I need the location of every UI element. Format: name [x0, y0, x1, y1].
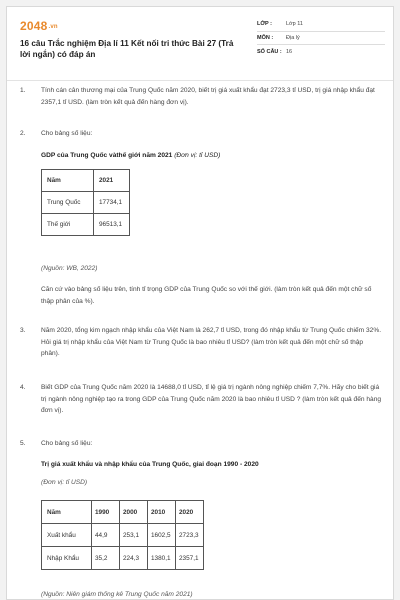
meta-row-subject [257, 32, 385, 46]
question-text: Tính cán cân thương mại của Trung Quốc năm 2020, biết trị giá xuất khẩu đạt 2723,3 tỉ USD, trị giá nhập khẩu đạt 2357,1 tỉ USD. (làm tròn kết quả đến hàng đơn vị). [41, 87, 375, 106]
table-header-cell: 2020 [176, 501, 204, 524]
question-2 [20, 128, 382, 140]
table-header-cell: 2000 [120, 501, 148, 524]
table-header-row [42, 501, 204, 524]
table-row [42, 214, 130, 236]
gdp-table [41, 169, 130, 236]
meta-row-class [257, 18, 385, 32]
header-divider [7, 80, 393, 81]
meta-value: Địa lý [286, 34, 300, 41]
table-cell: 35,2 [92, 547, 120, 570]
meta-value: 16 [286, 48, 293, 55]
question-number: 3. [20, 327, 26, 334]
meta-info [257, 18, 385, 59]
table-cell: 44,9 [92, 524, 120, 547]
table-cell: Thế giới [42, 214, 94, 236]
table-header-cell: 2021 [94, 170, 130, 192]
logo-text: 2048 [20, 19, 48, 33]
question-number: 4. [20, 384, 26, 391]
question-4 [20, 382, 382, 417]
table-unit: (Đơn vị: tỉ USD) [174, 152, 221, 159]
table-title: Trị giá xuất khẩu và nhập khẩu của Trung Quốc, giai đoạn 1990 - 2020 [41, 461, 259, 468]
table-cell: Trung Quốc [42, 192, 94, 214]
question-number: 1. [20, 87, 26, 94]
question-number: 5. [20, 440, 26, 447]
table-row [42, 524, 204, 547]
question-text: Năm 2020, tổng kim ngạch nhập khẩu của Việt Nam là 262,7 tỉ USD, trong đó nhập khẩu từ Trung Quốc chiếm 32%. Hỏi giá trị nhập khẩu của Việt Nam từ Trung Quốc là bao nhiêu tỉ USD? (làm tròn kết quả đến một chữ số thập phân). [41, 327, 382, 357]
site-logo[interactable] [20, 19, 58, 33]
table-source: (Nguồn: Niên giám thống kê Trung Quốc năm 2021) [41, 591, 193, 598]
question-5 [20, 438, 382, 450]
meta-row-count [257, 45, 385, 59]
table-cell: 1380,1 [148, 547, 176, 570]
table-cell: 2723,3 [176, 524, 204, 547]
question-number: 2. [20, 130, 26, 137]
document-title: 16 câu Trắc nghiệm Địa lí 11 Kết nối tri thức Bài 27 (Trả lời ngắn) có đáp án [20, 39, 234, 59]
table-header-cell: 1990 [92, 501, 120, 524]
table-title: GDP của Trung Quốc vàthế giới năm 2021 (Đơn vị: tỉ USD) [41, 152, 221, 159]
question-1 [20, 85, 382, 108]
table-cell: 1602,5 [148, 524, 176, 547]
logo-suffix: .vn [48, 23, 58, 30]
table-cell: Xuất khẩu [42, 524, 92, 547]
table-cell: 224,3 [120, 547, 148, 570]
document-header [7, 7, 393, 77]
table-cell: 17734,1 [94, 192, 130, 214]
question-3 [20, 325, 382, 360]
meta-key: LỚP : [257, 21, 272, 28]
trade-table [41, 500, 204, 570]
meta-value: Lớp 11 [286, 21, 303, 28]
question-intro: Cho bảng số liệu: [41, 130, 93, 137]
table-header-cell: 2010 [148, 501, 176, 524]
meta-key: MÔN : [257, 34, 274, 41]
table-header-row [42, 170, 130, 192]
table-source: (Nguồn: WB, 2022) [41, 265, 98, 272]
table-cell: 253,1 [120, 524, 148, 547]
table-row [42, 192, 130, 214]
table-cell: Nhập Khẩu [42, 547, 92, 570]
question-text: Biết GDP của Trung Quốc năm 2020 là 14688,0 tỉ USD, tỉ lệ giá trị ngành nông nghiệp chiếm 7,7%. Hãy cho biết giá trị ngành nông nghiệp tạo ra trong GDP của Trung Quốc năm 2020 là bao nhiêu tỉ USD ? (làm tròn kết quả đến hàng đơn vị). [41, 384, 382, 414]
table-row [42, 547, 204, 570]
question-text: Căn cứ vào bảng số liệu trên, tính tỉ trọng GDP của Trung Quốc so với thế giới. (làm tròn kết quả đến một chữ số thập phân của %). [41, 286, 372, 305]
table-cell: 2357,1 [176, 547, 204, 570]
table-unit: (Đơn vị: tỉ USD) [41, 479, 88, 486]
document-page [6, 6, 394, 600]
table-header-cell: Năm [42, 501, 92, 524]
question-intro: Cho bảng số liệu: [41, 440, 93, 447]
table-cell: 96513,1 [94, 214, 130, 236]
table-header-cell: Năm [42, 170, 94, 192]
meta-key: SỐ CÂU : [257, 48, 282, 55]
